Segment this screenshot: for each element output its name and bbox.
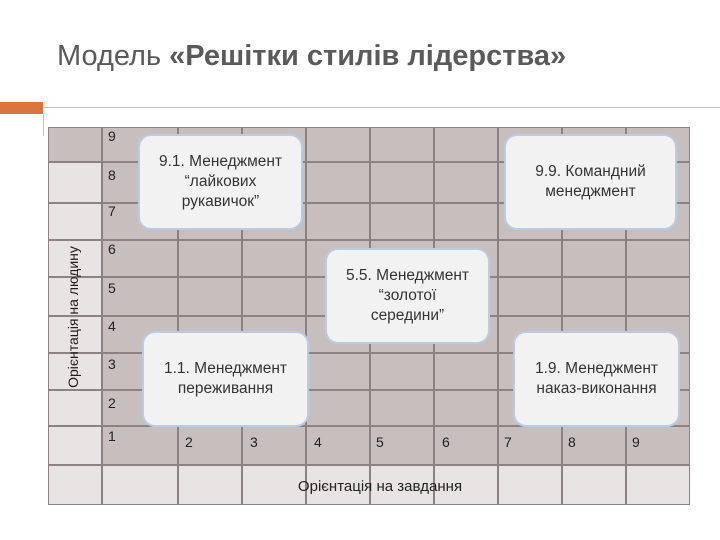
grid-cell (243, 278, 305, 315)
style-box-5-5 (325, 248, 490, 344)
grid-cell (435, 391, 497, 425)
grid-cell (103, 466, 177, 504)
grid-cell (179, 278, 241, 315)
grid-cell (49, 204, 101, 239)
x-tick-label: 4 (314, 434, 322, 450)
style-box-9-9 (504, 134, 677, 230)
grid-cell (435, 128, 497, 161)
grid-cell (307, 204, 369, 239)
grid-cell (371, 354, 433, 389)
grid-cell (179, 241, 241, 276)
grid-cell (435, 354, 497, 389)
x-axis-label: Орієнтація на завдання (297, 478, 463, 495)
y-tick-label: 3 (108, 356, 116, 372)
x-tick-label: 9 (632, 434, 640, 450)
grid-cell (371, 163, 433, 202)
x-tick-label: 3 (250, 434, 258, 450)
y-tick-label: 4 (108, 318, 116, 334)
grid-cell (627, 466, 689, 504)
grid-cell (499, 241, 561, 276)
grid-cell (307, 354, 369, 389)
style-box-1-9-text: 1.9. Менеджмент наказ-виконання (534, 360, 659, 397)
grid-cell (563, 241, 625, 276)
grid-cell (563, 278, 625, 315)
style-box-5-5-text: 5.5. Менеджмент “золотої середини” (345, 267, 470, 324)
grid-cell (627, 241, 689, 276)
grid-cell (499, 278, 561, 315)
style-box-9-1-text: 9.1. Менеджмент “лайкових рукавичок” (158, 153, 283, 210)
grid-cell (179, 466, 241, 504)
style-box-9-9-text: 9.9. Командний менеджмент (535, 163, 646, 200)
y-tick-label: 7 (108, 203, 116, 219)
grid-cell (499, 466, 561, 504)
grid-cell (371, 204, 433, 239)
grid-cell (307, 163, 369, 202)
x-tick-label: 8 (568, 434, 576, 450)
style-box-1-9 (513, 331, 680, 427)
y-tick-label: 2 (108, 395, 116, 411)
x-tick-label: 2 (185, 434, 193, 450)
grid-cell (435, 204, 497, 239)
grid-cell (563, 466, 625, 504)
style-box-9-1 (138, 134, 303, 230)
grid-cell (49, 128, 101, 161)
accent-vertical-line (43, 114, 44, 136)
style-box-1-1-text: 1.1. Менеджмент переживання (163, 360, 288, 397)
style-box-1-1 (142, 331, 309, 427)
accent-divider (43, 107, 720, 108)
grid-cell (49, 163, 101, 202)
title-normal: Модель (57, 40, 170, 72)
grid-cell (49, 466, 101, 504)
grid-cell (243, 466, 305, 504)
y-tick-label: 1 (108, 428, 116, 444)
accent-bar (0, 102, 43, 114)
grid-cell (49, 391, 101, 425)
grid-cell (243, 241, 305, 276)
grid-cell (307, 391, 369, 425)
title-bold: «Решітки стилів лідерства» (169, 40, 567, 72)
x-tick-label: 6 (442, 434, 450, 450)
grid-cell (435, 163, 497, 202)
y-tick-label: 9 (108, 128, 116, 144)
grid-cell (371, 391, 433, 425)
x-tick-label: 7 (504, 434, 512, 450)
grid-cell (49, 427, 101, 464)
grid-cell (627, 278, 689, 315)
y-tick-label: 8 (108, 167, 116, 183)
y-axis-label: Орієнтація на людину (65, 246, 81, 388)
grid-cell (371, 128, 433, 161)
grid-cell (307, 128, 369, 161)
x-tick-label: 5 (376, 434, 384, 450)
page-title (57, 40, 566, 73)
y-tick-label: 5 (108, 280, 116, 296)
y-tick-label: 6 (108, 241, 116, 257)
